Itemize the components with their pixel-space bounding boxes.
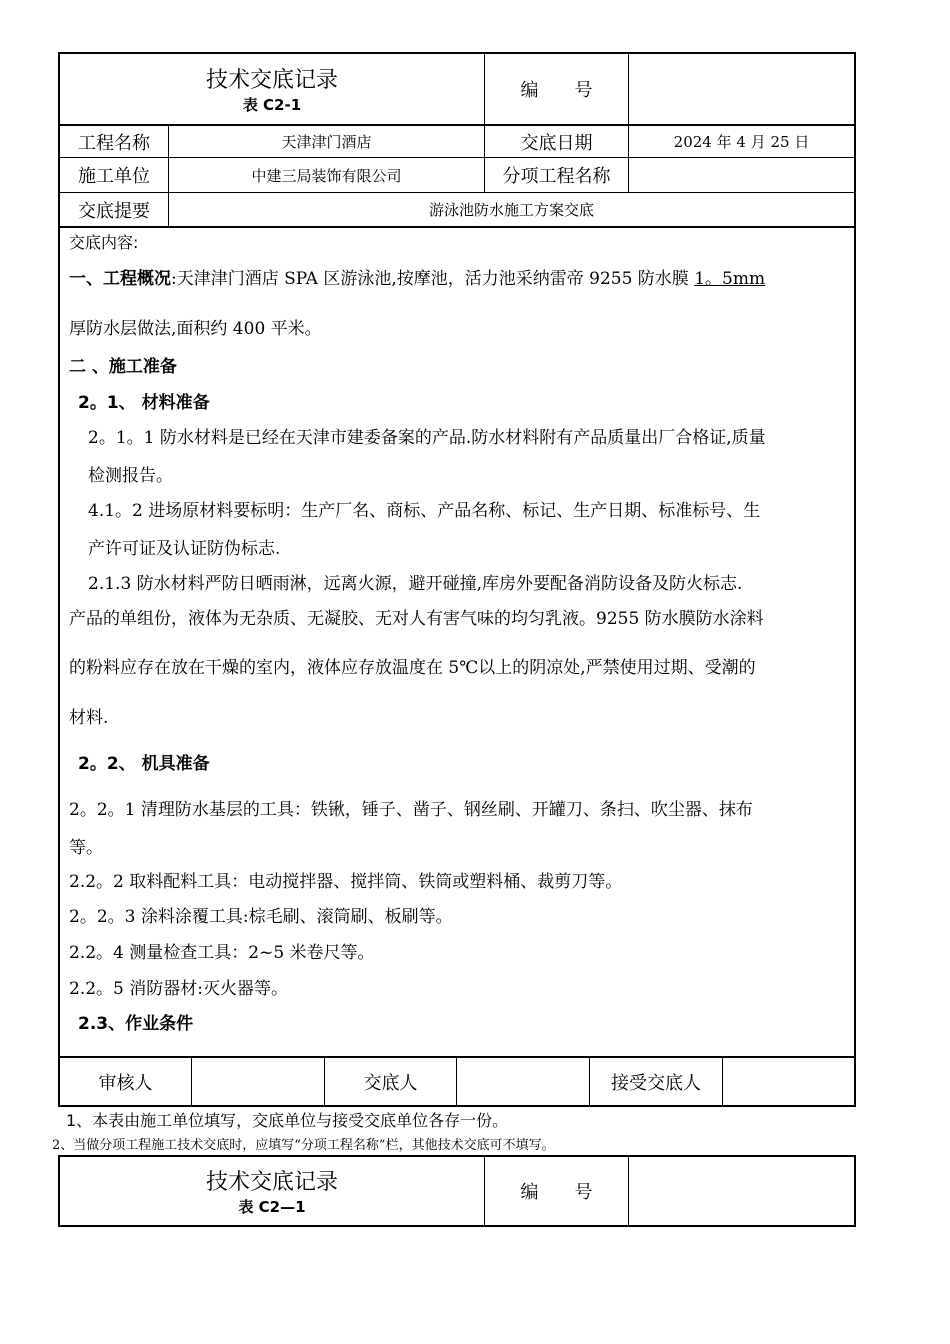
receiver-value[interactable] xyxy=(723,1058,854,1105)
para-2-2-3: 2。2。3 涂料涂覆工具:棕毛刷、滚筒刷、板刷等。 xyxy=(69,907,453,927)
project-name-value[interactable]: 天津津门酒店 xyxy=(281,133,372,151)
note-2: 2、当做分项工程施工技术交底时，应填写“分项工程名称”栏，其他技术交底可不填写。 xyxy=(52,1138,555,1153)
para-2-1-1-cont: 检测报告。 xyxy=(88,466,173,486)
form-2-subtitle: 表 C2—1 xyxy=(238,1198,306,1216)
para-2-2-2: 2.2。2 取料配料工具：电动搅拌器、搅拌筒、铁筒或塑料桶、裁剪刀等。 xyxy=(69,872,623,892)
content-heading: 交底内容: xyxy=(69,233,139,252)
para-2-2-5: 2.2。5 消防器材:灭火器等。 xyxy=(69,979,288,999)
project-name-label: 工程名称 xyxy=(78,132,150,154)
para-2-2-4: 2.2。4 测量检查工具：2~5 米卷尺等。 xyxy=(69,943,375,963)
note-1: 1、本表由施工单位填写，交底单位与接受交底单位各存一份。 xyxy=(66,1111,509,1130)
form-title: 技术交底记录 xyxy=(205,68,338,93)
para-4-1-2-cont: 产许可证及认证防伪标志. xyxy=(88,539,281,559)
section-1-heading: 一、工程概况 xyxy=(69,269,171,289)
form-subtitle: 表 C2-1 xyxy=(242,96,302,114)
para-2-1-1: 2。1。1 防水材料是已经在天津市建委备案的产品.防水材料附有产品质量出厂合格证,质量 xyxy=(88,428,766,448)
para-2-2-1-cont: 等。 xyxy=(69,838,103,858)
section-1-text: :天津津门酒店 SPA 区游泳池,按摩池，活力池采纳雷帝 9255 防水膜 xyxy=(171,269,695,289)
section-2-heading: 二 、施工准备 xyxy=(69,357,177,377)
section-1-text-cont: 厚防水层做法,面积约 400 平米。 xyxy=(69,319,322,339)
unit-value[interactable]: 中建三局装饰有限公司 xyxy=(251,166,402,185)
para-product-3: 材料. xyxy=(69,708,109,728)
reviewer-value[interactable] xyxy=(192,1058,324,1105)
para-2-2-1: 2。2。1 清理防水基层的工具：铁锹，锤子、凿子、钢丝刷、开罐刀、条扫、吹尘器、抹布 xyxy=(69,800,753,820)
membrane-thickness: 1。5mm xyxy=(694,269,766,289)
unit-label: 施工单位 xyxy=(78,166,150,187)
summary-value[interactable]: 游泳池防水施工方案交底 xyxy=(428,201,594,219)
subproject-label: 分项工程名称 xyxy=(502,166,611,187)
section-2-3-heading: 2.3、作业条件 xyxy=(78,1014,194,1034)
form-2-number-label: 编 号 xyxy=(520,1182,593,1203)
summary-label: 交底提要 xyxy=(78,200,150,222)
form-title-block xyxy=(60,56,484,122)
subproject-value[interactable] xyxy=(629,158,854,192)
date-label: 交底日期 xyxy=(520,132,593,154)
reviewer-label: 审核人 xyxy=(98,1072,153,1094)
receiver-label: 接受交底人 xyxy=(611,1072,701,1094)
section-2-2-heading: 2。2、 机具准备 xyxy=(78,754,210,774)
number-label: 编 号 xyxy=(520,80,593,101)
para-2-1-3: 2.1.3 防水材料严防日晒雨淋，远离火源，避开碰撞,库房外要配备消防设备及防火标志. xyxy=(88,574,743,594)
form-2-title: 技术交底记录 xyxy=(205,1170,338,1195)
number-value[interactable] xyxy=(629,54,854,124)
section-1-overview xyxy=(69,268,765,290)
discloser-label: 交底人 xyxy=(363,1072,418,1094)
para-product-1: 产品的单组份，液体为无杂质、无凝胶、无对人有害气味的均匀乳液。9255 防水膜防水涂料 xyxy=(69,609,764,629)
section-2-1-heading: 2。1、 材料准备 xyxy=(78,393,210,413)
date-value[interactable]: 2024 年 4 月 25 日 xyxy=(673,133,810,151)
form-2-title-block xyxy=(60,1159,484,1223)
para-4-1-2: 4.1。2 进场原材料要标明：生产厂名、商标、产品名称、标记、生产日期、标准标号、生 xyxy=(88,501,761,521)
form-2-number-value[interactable] xyxy=(629,1157,854,1225)
para-product-2: 的粉料应存在放在干燥的室内，液体应存放温度在 5℃以上的阴凉处,严禁使用过期、受潮的 xyxy=(69,658,756,678)
discloser-value[interactable] xyxy=(457,1058,589,1105)
